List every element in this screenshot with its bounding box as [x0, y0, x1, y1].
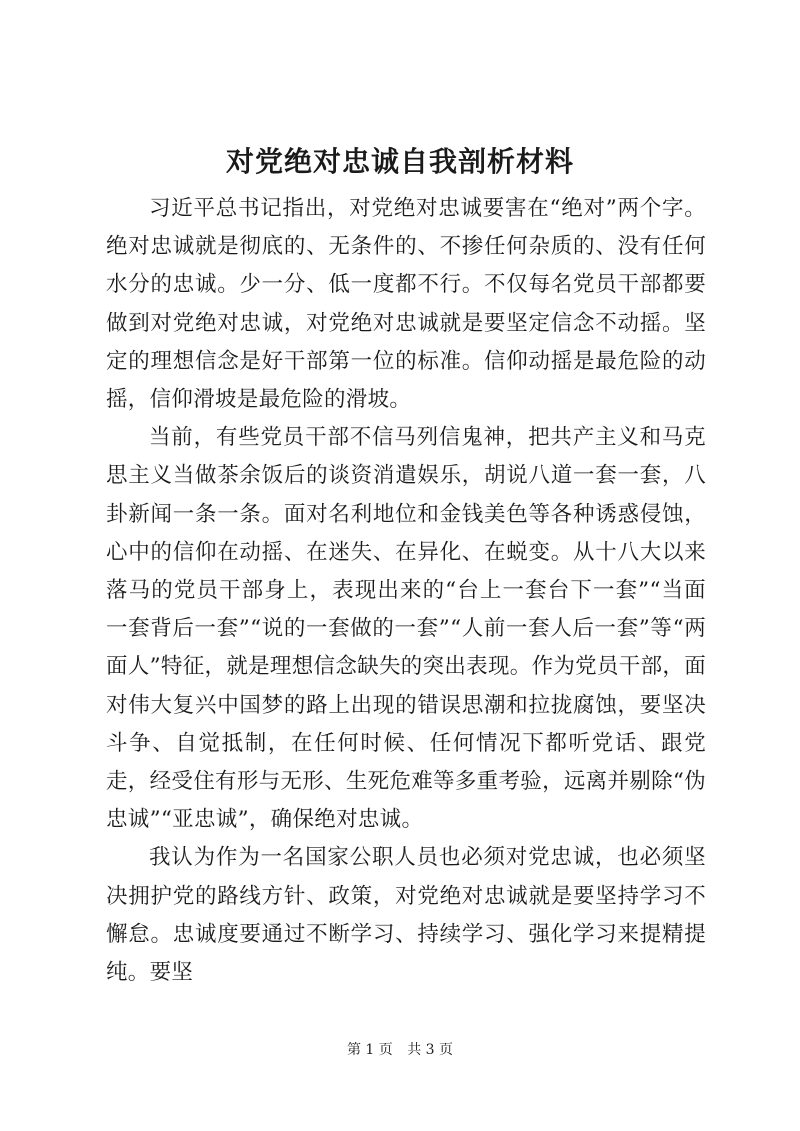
page-footer: [0, 1040, 800, 1060]
page-total: 共 3 页: [407, 1042, 454, 1058]
paragraph-1: 习近平总书记指出，对党绝对忠诚要害在“绝对”两个字。绝对忠诚就是彻底的、无条件的、不掺任何杂质的、没有任何水分的忠诚。少一分、低一度都不行。不仅每名党员干部都要做到对党绝对忠诚，对党绝对忠诚就是要坚定信念不动摇。坚定的理想信念是好干部第一位的标准。信仰动摇是最危险的动摇，信仰滑坡是最危险的滑坡。: [106, 196, 706, 413]
paragraph-2: 当前，有些党员干部不信马列信鬼神，把共产主义和马克思主义当做茶余饭后的谈资消遣娱乐，胡说八道一套一套，八卦新闻一条一条。面对名利地位和金钱美色等各种诱惑侵蚀，心中的信仰在动摇、在迷失、在异化、在蜕变。从十八大以来落马的党员干部身上，表现出来的“台上一套台下一套”“当面一套背后一套”“说的一套做的一套”“人前一套人后一套”等“两面人”特征，就是理想信念缺失的突出表现。作为党员干部，面对伟大复兴中国梦的路上出现的错误思潮和拉拢腐蚀，要坚决斗争、自觉抵制，在任何时候、任何情况下都听党话、跟党走，经受住有形与无形、生死危难等多重考验，远离并剔除“伪忠诚”“亚忠诚”，确保绝对忠诚。: [106, 425, 706, 833]
paragraph-3: 我认为作为一名国家公职人员也必须对党忠诚，也必须坚决拥护党的路线方针、政策，对党绝对忠诚就是要坚持学习不懈怠。忠诚度要通过不断学习、持续学习、强化学习来提精提纯。要坚: [106, 845, 706, 986]
document-title: 对党绝对忠诚自我剖析材料: [225, 145, 574, 178]
page-number: 第 1 页: [346, 1042, 393, 1058]
document-body: [106, 190, 706, 992]
